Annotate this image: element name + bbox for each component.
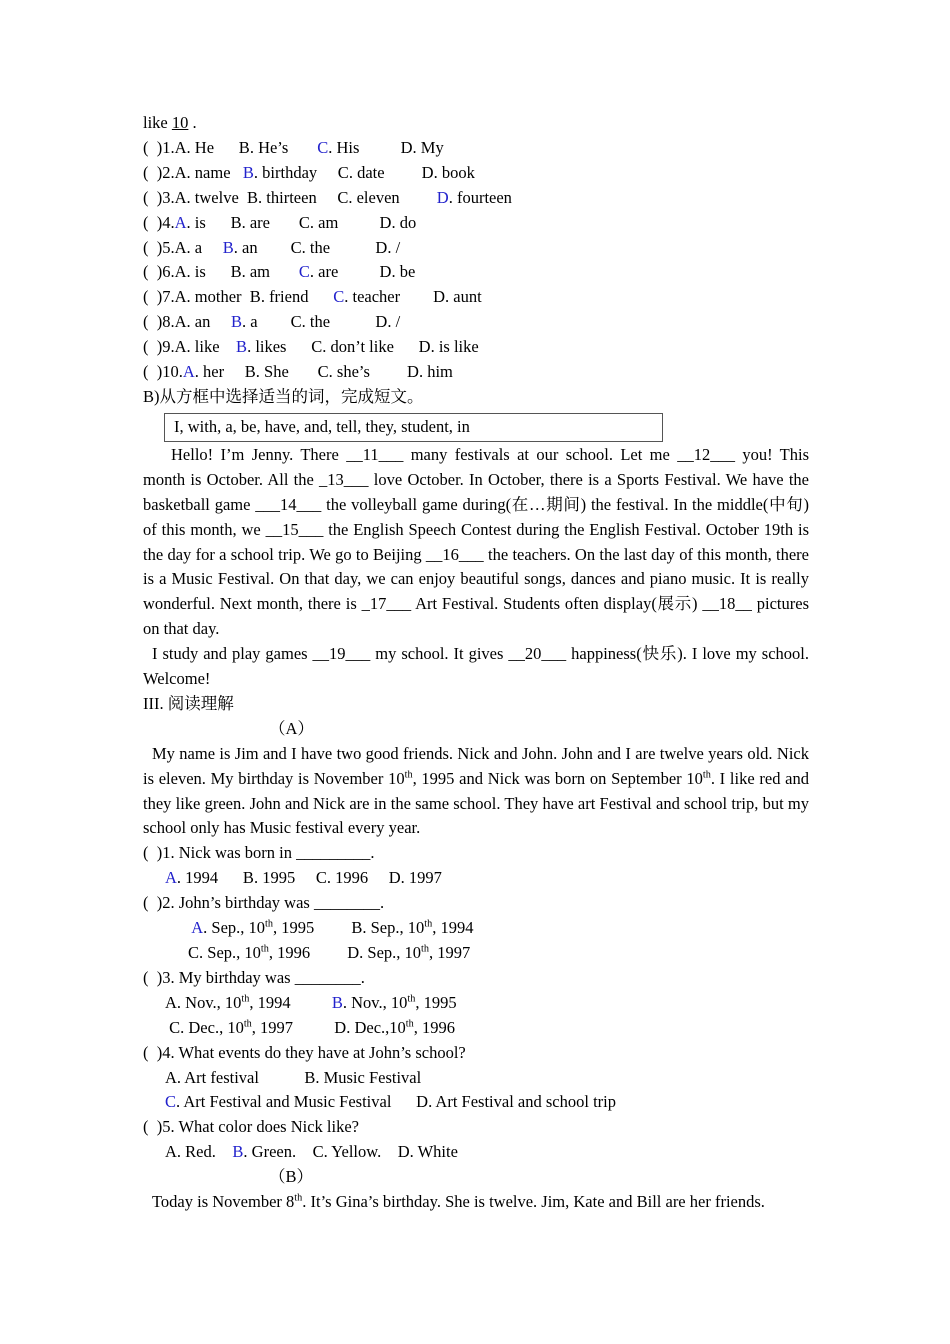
- reading-option-row[interactable]: A. 1994 B. 1995 C. 1996 D. 1997: [165, 868, 442, 888]
- option-letter[interactable]: D: [407, 362, 419, 382]
- question-marker[interactable]: ( )6.: [143, 262, 175, 282]
- reading-question-list: [143, 841, 809, 1165]
- option-letter[interactable]: A: [165, 868, 177, 888]
- passage-a-label: （A）: [269, 718, 314, 738]
- option-letter[interactable]: D: [433, 287, 446, 307]
- option-letter[interactable]: A: [174, 312, 187, 332]
- question-marker[interactable]: ( )2.: [143, 162, 175, 182]
- reading-question-stem[interactable]: ( )3. My birthday was ________.: [143, 967, 365, 987]
- question-marker[interactable]: ( )1.: [143, 843, 175, 863]
- option-letter[interactable]: C: [290, 312, 302, 332]
- option-letter[interactable]: A: [174, 262, 187, 282]
- choice-question-row[interactable]: ( )1.A. He B. He’s C. His D. My: [143, 137, 444, 157]
- worksheet-page: [143, 111, 809, 1215]
- option-letter[interactable]: A: [174, 237, 187, 257]
- question-marker[interactable]: ( )5.: [143, 237, 175, 257]
- lead-line-post: .: [188, 113, 197, 132]
- question-marker[interactable]: ( )3.: [143, 967, 175, 987]
- option-letter[interactable]: B: [244, 362, 256, 382]
- word-bank-box: I, with, a, be, have, and, tell, they, student, in: [164, 413, 663, 442]
- option-letter[interactable]: A: [191, 918, 204, 938]
- passage-b-label: （B）: [269, 1167, 314, 1187]
- option-letter[interactable]: D: [436, 187, 449, 207]
- option-letter[interactable]: A: [165, 1142, 177, 1162]
- option-letter[interactable]: A: [174, 137, 187, 157]
- reading-option-row[interactable]: A. Red. B. Green. C. Yellow. D. White: [165, 1142, 458, 1162]
- option-letter[interactable]: B: [331, 992, 343, 1012]
- question-marker[interactable]: ( )5.: [143, 1117, 175, 1137]
- option-letter[interactable]: B: [222, 237, 234, 257]
- choice-question-row[interactable]: ( )9.A. like B. likes C. don’t like D. is like: [143, 337, 479, 357]
- question-marker[interactable]: ( )4.: [143, 1042, 175, 1062]
- option-letter[interactable]: A: [174, 212, 187, 232]
- reading-question-stem[interactable]: ( )4. What events do they have at John’s school?: [143, 1042, 466, 1062]
- option-letter[interactable]: C: [333, 287, 345, 307]
- option-letter[interactable]: C: [337, 187, 349, 207]
- option-letter[interactable]: C: [165, 1092, 177, 1112]
- reading-option-row[interactable]: C. Art Festival and Music Festival D. Art Festival and school trip: [165, 1092, 616, 1112]
- option-letter[interactable]: B: [230, 262, 242, 282]
- option-letter[interactable]: A: [174, 287, 187, 307]
- option-letter[interactable]: B: [236, 337, 248, 357]
- choice-question-row[interactable]: ( )10.A. her B. She C. she’s D. him: [143, 362, 453, 382]
- choice-question-row[interactable]: ( )2.A. name B. birthday C. date D. book: [143, 162, 475, 182]
- option-letter[interactable]: A: [182, 362, 195, 382]
- reading-option-row[interactable]: C. Sep., 10th, 1996 D. Sep., 10th, 1997: [188, 943, 471, 962]
- option-letter[interactable]: D: [400, 137, 413, 157]
- question-marker[interactable]: ( )3.: [143, 187, 175, 207]
- option-letter[interactable]: C: [188, 943, 200, 962]
- question-marker[interactable]: ( )4.: [143, 212, 175, 232]
- option-letter[interactable]: D: [375, 312, 388, 332]
- option-letter[interactable]: D: [379, 212, 392, 232]
- choice-question-row[interactable]: ( )6.A. is B. am C. are D. be: [143, 262, 416, 282]
- option-letter[interactable]: A: [174, 162, 187, 182]
- lead-line-blank: 10: [171, 113, 189, 132]
- option-letter[interactable]: C: [298, 262, 310, 282]
- option-letter[interactable]: A: [165, 992, 177, 1012]
- lead-line: [143, 111, 809, 136]
- option-letter[interactable]: B: [242, 162, 254, 182]
- reading-option-row[interactable]: A. Sep., 10th, 1995 B. Sep., 10th, 1994: [191, 918, 474, 938]
- option-letter[interactable]: D: [418, 337, 431, 357]
- choice-question-row[interactable]: ( )5.A. a B. an C. the D. /: [143, 237, 401, 257]
- option-letter[interactable]: B: [231, 312, 243, 332]
- option-letter[interactable]: D: [397, 1142, 410, 1162]
- option-letter[interactable]: C: [311, 337, 323, 357]
- question-marker[interactable]: ( )2.: [143, 893, 175, 913]
- option-letter[interactable]: C: [298, 212, 310, 232]
- reading-option-row[interactable]: A. Nov., 10th, 1994 B. Nov., 10th, 1995: [165, 992, 457, 1012]
- passage-b-text: Today is November 8th. It’s Gina’s birthday. She is twelve. Jim, Kate and Bill are her friends.: [152, 1192, 765, 1212]
- option-letter[interactable]: D: [375, 237, 388, 257]
- choice-question-row[interactable]: ( )7.A. mother B. friend C. teacher D. aunt: [143, 287, 482, 307]
- question-marker[interactable]: ( )1.: [143, 137, 175, 157]
- option-letter[interactable]: D: [416, 1092, 429, 1112]
- option-letter[interactable]: C: [337, 162, 349, 182]
- option-letter[interactable]: B: [249, 287, 261, 307]
- option-letter[interactable]: C: [290, 237, 302, 257]
- option-letter[interactable]: C: [169, 1017, 181, 1037]
- reading-question-stem[interactable]: ( )5. What color does Nick like?: [143, 1117, 359, 1137]
- option-letter[interactable]: A: [165, 1067, 177, 1087]
- choice-question-row[interactable]: ( )3.A. twelve B. thirteen C. eleven D. fourteen: [143, 187, 512, 207]
- lead-line-pre: like: [143, 113, 172, 132]
- option-letter[interactable]: B: [238, 137, 250, 157]
- section-b-instruction: B)从方框中选择适当的词，完成短文。: [143, 386, 424, 406]
- reading-option-row[interactable]: C. Dec., 10th, 1997 D. Dec.,10th, 1996: [169, 1017, 455, 1037]
- option-letter[interactable]: D: [421, 162, 434, 182]
- option-letter[interactable]: C: [312, 1142, 324, 1162]
- option-letter[interactable]: B: [304, 1067, 316, 1087]
- option-letter[interactable]: A: [174, 187, 187, 207]
- option-letter[interactable]: B: [351, 918, 363, 938]
- cloze-paragraph-1: Hello! I’m Jenny. There __11___ many festivals at our school. Let me __12___ you! This month is October. All the _13___ love October. In October, there is a Sports Festival. We have the basketball game ___14___ the volleyball game during(在…期间) the festival. In the middle(中旬) of this month, we __15___ the English Speech Contest during the English Festival. October 19th is the day for a school trip. We go to Beijing __16___ the teachers. On the last day of this month, there is a Music Festival. On that day, we can enjoy beautiful songs, dances and piano music. It is really wonderful. Next month, there is _17___ Art Festival. Students often display(展示) __18__ pictures on that day.: [143, 444, 809, 639]
- choice-question-row[interactable]: ( )4.A. is B. are C. am D. do: [143, 212, 417, 232]
- question-marker[interactable]: ( )9.: [143, 337, 175, 357]
- option-letter[interactable]: B: [247, 187, 259, 207]
- option-letter[interactable]: B: [230, 212, 242, 232]
- option-letter[interactable]: C: [317, 362, 329, 382]
- reading-heading: III. 阅读理解: [143, 693, 234, 713]
- option-letter[interactable]: B: [242, 868, 254, 888]
- question-marker[interactable]: ( )7.: [143, 287, 175, 307]
- question-marker[interactable]: ( )10.: [143, 362, 183, 382]
- question-marker[interactable]: ( )8.: [143, 312, 175, 332]
- option-letter[interactable]: A: [174, 337, 187, 357]
- reading-question-stem[interactable]: ( )1. Nick was born in _________.: [143, 843, 375, 863]
- option-letter[interactable]: D: [379, 262, 392, 282]
- passage-a-text: My name is Jim and I have two good friends. Nick and John. John and I are twelve years old. Nick is eleven. My birthday is November 10th, 1995 and Nick was born on September 10th. I like red and they like green. John and Nick are in the same school. They have art Festival and school trip, but my school only has Music festival every year.: [143, 743, 809, 838]
- option-letter[interactable]: D: [347, 943, 360, 962]
- option-letter[interactable]: C: [315, 868, 327, 888]
- option-letter[interactable]: C: [317, 137, 329, 157]
- reading-question-stem[interactable]: ( )2. John’s birthday was ________.: [143, 893, 385, 913]
- choice-question-row[interactable]: ( )8.A. an B. a C. the D. /: [143, 312, 401, 332]
- cloze-paragraph-2: I study and play games __19___ my school. It gives __20___ happiness(快乐). I love my school. Welcome!: [143, 644, 809, 689]
- option-letter[interactable]: B: [232, 1142, 244, 1162]
- option-letter[interactable]: D: [334, 1017, 347, 1037]
- choice-question-list: [143, 136, 809, 385]
- reading-option-row[interactable]: A. Art festival B. Music Festival: [165, 1067, 422, 1087]
- option-letter[interactable]: D: [388, 868, 401, 888]
